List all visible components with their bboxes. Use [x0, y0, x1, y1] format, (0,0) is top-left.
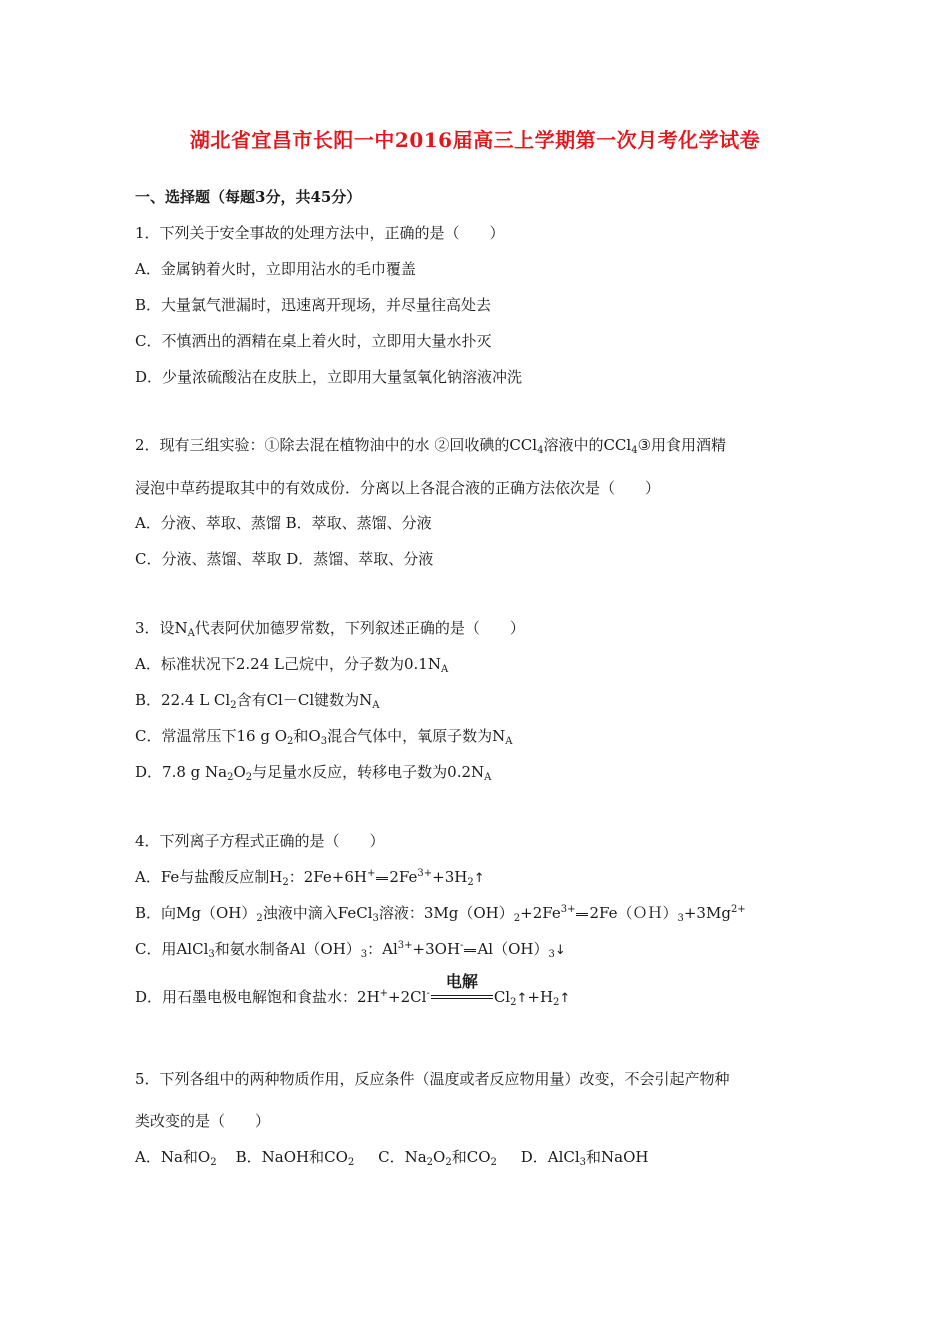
q2-stem-text: ③用食用酒精 — [637, 436, 727, 454]
subscript: 2 — [467, 877, 474, 888]
equals-sign — [576, 913, 588, 916]
q3-option-d — [135, 761, 491, 783]
q5-option-a: A．Na和O — [135, 1148, 211, 1166]
q5-options — [135, 1146, 649, 1168]
q3-option-text: 含有Cl－Cl键数为N — [236, 691, 373, 709]
q4-option-text: +3OH — [412, 940, 461, 958]
subscript: 2 — [287, 736, 294, 747]
subscript: 3 — [320, 736, 328, 747]
q4-option-text: +3H — [432, 868, 468, 886]
subscript: 4 — [631, 445, 638, 456]
q3-stem — [135, 617, 525, 639]
q4-option-text: +2Cl — [388, 988, 427, 1006]
q3-option-text: O — [233, 763, 246, 781]
equals-sign — [376, 877, 388, 880]
equals-sign — [464, 949, 476, 952]
q1-option-d: D．少量浓硫酸沾在皮肤上，立即用大量氢氧化钠溶液冲洗 — [135, 368, 523, 386]
subscript: A — [372, 700, 380, 711]
q1-option-b: B．大量氯气泄漏时，迅速离开现场，并尽量往高处去 — [135, 296, 492, 314]
subscript: 3 — [579, 1157, 587, 1168]
q4-option-text: B．向Mg（OH） — [135, 904, 257, 922]
q4-option-text: 浊液中滴入FeCl — [262, 904, 373, 922]
subscript: 3 — [548, 949, 555, 960]
q4-option-text: C．用AlCl — [135, 940, 209, 958]
subscript: 2 — [553, 997, 560, 1008]
superscript: + — [379, 988, 389, 999]
q5-option-c — [378, 1148, 497, 1166]
equals-sign — [431, 995, 493, 999]
subscript: 4 — [537, 445, 544, 456]
up-arrow-icon: ↑ — [473, 871, 485, 886]
subscript: 2 — [490, 1157, 497, 1168]
q5-option-b: B．NaOH和CO — [235, 1148, 348, 1166]
subscript: A — [505, 736, 513, 747]
superscript: 3+ — [417, 868, 433, 879]
q5-option-text: 和CO — [451, 1148, 491, 1166]
q5-stem-line2: 类改变的是（ ） — [135, 1112, 271, 1130]
q4-option-text: +H — [527, 988, 554, 1006]
up-arrow-icon: ↑ — [516, 991, 528, 1006]
q5-option-d — [521, 1148, 649, 1166]
subscript: 3 — [208, 949, 215, 960]
q3-option-text: 与足量水反应，转移电子数为0.2N — [252, 763, 485, 781]
q4-option-text: D．用石墨电极电解饱和食盐水：2H — [135, 988, 380, 1006]
subscript: A — [440, 664, 449, 675]
q4-option-text: 溶液：3Mg（OH） — [378, 904, 514, 922]
q5-option-text: D．AlCl — [520, 1148, 580, 1166]
down-arrow-icon: ↓ — [554, 943, 566, 958]
subscript: A — [187, 628, 195, 639]
q1-option-c: C．不慎洒出的酒精在桌上着火时，立即用大量水扑灭 — [135, 332, 492, 350]
q4-stem: 4．下列离子方程式正确的是（ ） — [135, 832, 385, 850]
superscript: 2+ — [730, 904, 746, 915]
subscript: 2 — [210, 1157, 217, 1168]
q4-option-text: 2Fe — [389, 868, 418, 886]
superscript: - — [426, 988, 430, 999]
q4-option-a — [135, 866, 485, 888]
q2-stem — [135, 434, 726, 456]
superscript: - — [460, 940, 464, 951]
q4-option-text: Al（OH） — [477, 940, 549, 958]
subscript: 2 — [256, 913, 263, 924]
up-arrow-icon: ↑ — [559, 991, 571, 1006]
q5-stem: 5．下列各组中的两种物质作用，反应条件（温度或者反应物用量）改变，不会引起产物种 — [135, 1070, 730, 1088]
subscript: A — [484, 772, 492, 783]
q3-option-text: 和O — [293, 727, 321, 745]
q4-option-text: Cl — [493, 988, 511, 1006]
q4-option-text: A．Fe与盐酸反应制H — [135, 868, 283, 886]
subscript: 2 — [230, 700, 237, 711]
subscript: 2 — [510, 997, 517, 1008]
q4-option-text: ：2Fe+6H — [288, 868, 367, 886]
electrolysis-condition — [431, 972, 493, 1005]
q2-options-cd: C．分液、蒸馏、萃取 D．蒸馏、萃取、分液 — [135, 550, 434, 568]
q3-option-c — [135, 725, 512, 747]
superscript: 3+ — [397, 940, 413, 951]
q4-option-b — [135, 902, 746, 924]
subscript: 2 — [426, 1157, 434, 1168]
q3-option-text: A．标准状况下2.24 L己烷中，分子数为0.1N — [135, 655, 441, 673]
subscript: 2 — [513, 913, 521, 924]
q4-option-text: +2Fe — [520, 904, 561, 922]
subscript: 3 — [372, 913, 379, 924]
q3-option-text: D．7.8 g Na — [135, 763, 228, 781]
q3-option-text: B．22.4 L Cl — [135, 691, 231, 709]
q1-stem: 1．下列关于安全事故的处理方法中，正确的是（ ） — [135, 224, 505, 242]
subscript: 2 — [445, 1157, 452, 1168]
q3-option-a — [135, 653, 448, 675]
q3-stem-text: 代表阿伏加德罗常数，下列叙述正确的是（ ） — [194, 619, 525, 637]
q5-option-text: O — [433, 1148, 446, 1166]
q2-options-ab: A．分液、萃取、蒸馏 B．萃取、蒸馏、分液 — [135, 514, 432, 532]
q3-stem-text: 3．设N — [135, 619, 188, 637]
q4-option-text: 和氨水制备Al（OH） — [214, 940, 361, 958]
q4-option-d — [135, 972, 571, 1008]
q2-stem-line2: 浸泡中草药提取其中的有效成份．分离以上各混合液的正确方法依次是（ ） — [135, 479, 661, 497]
subscript: 2 — [227, 772, 234, 783]
section-heading: 一、选择题（每题3分，共45分） — [135, 188, 362, 206]
q3-option-b — [135, 689, 380, 711]
q2-stem-text: 溶液中的CCl — [543, 436, 632, 454]
q3-option-text: C．常温常压下16 g O — [135, 727, 288, 745]
superscript: + — [366, 868, 376, 879]
subscript: 2 — [347, 1157, 355, 1168]
electrolysis-label: 电解 — [445, 972, 478, 991]
q4-option-text: ：Al — [367, 940, 398, 958]
subscript: 3 — [360, 949, 368, 960]
superscript: 3+ — [560, 904, 576, 915]
q4-option-c — [135, 938, 566, 960]
q4-option-text: +3Mg — [683, 904, 731, 922]
subscript: 2 — [282, 877, 289, 888]
q2-stem-text: 2．现有三组实验：①除去混在植物油中的水 ②回收碘的CCl — [135, 436, 538, 454]
page-title: 湖北省宜昌市长阳一中2016届高三上学期第一次月考化学试卷 — [189, 128, 761, 152]
q3-option-text: 混合气体中，氧原子数为N — [327, 727, 506, 745]
q1-option-a: A．金属钠着火时，立即用沾水的毛巾覆盖 — [135, 260, 416, 278]
q4-option-text: 2Fe（ＯＨ） — [589, 904, 678, 922]
subscript: 3 — [677, 913, 684, 924]
q5-option-text: C．Na — [378, 1148, 427, 1166]
q5-option-text: 和NaOH — [586, 1148, 649, 1166]
subscript: 2 — [245, 772, 253, 783]
